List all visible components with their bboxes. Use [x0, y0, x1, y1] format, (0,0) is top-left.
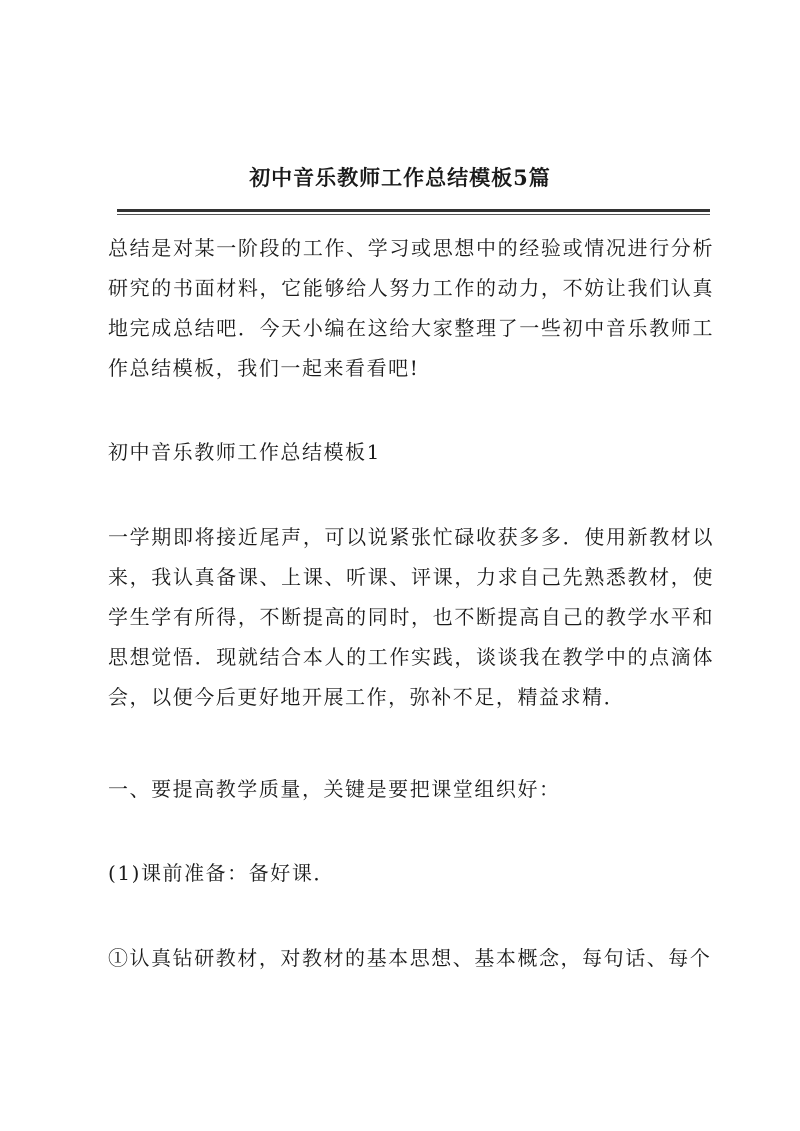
body-paragraph: 一学期即将接近尾声，可以说紧张忙碌收获多多．使用新教材以来，我认真备课、上课、听课、评课，力求自己先熟悉教材，使学生学有所得，不断提高的同时，也不断提高自己的教学水平和思想觉悟．现就结合本人的工作实践，谈谈我在教学中的点滴体会，以便今后更好地开展工作，弥补不足，精益求精． — [108, 525, 714, 709]
document-title: 初中音乐教师工作总结模板5篇 — [249, 165, 551, 190]
title-divider-thin — [117, 214, 710, 215]
point-heading: 一、要提高教学质量，关键是要把课堂组织好： — [108, 777, 561, 801]
intro-paragraph: 总结是对某一阶段的工作、学习或思想中的经验或情况进行分析研究的书面材料，它能够给人努力工作的动力，不妨让我们认真地完成总结吧．今天小编在这给大家整理了一些初中音乐教师工作总结模板，我们一起来看看吧! — [108, 236, 714, 380]
subpoint-item: ①认真钻研教材，对教材的基本思想、基本概念，每句话、每个 — [108, 946, 712, 970]
title-divider — [117, 209, 710, 212]
section-heading: 初中音乐教师工作总结模板1 — [108, 440, 381, 464]
subpoint-heading: (1)课前准备：备好课． — [108, 861, 335, 885]
